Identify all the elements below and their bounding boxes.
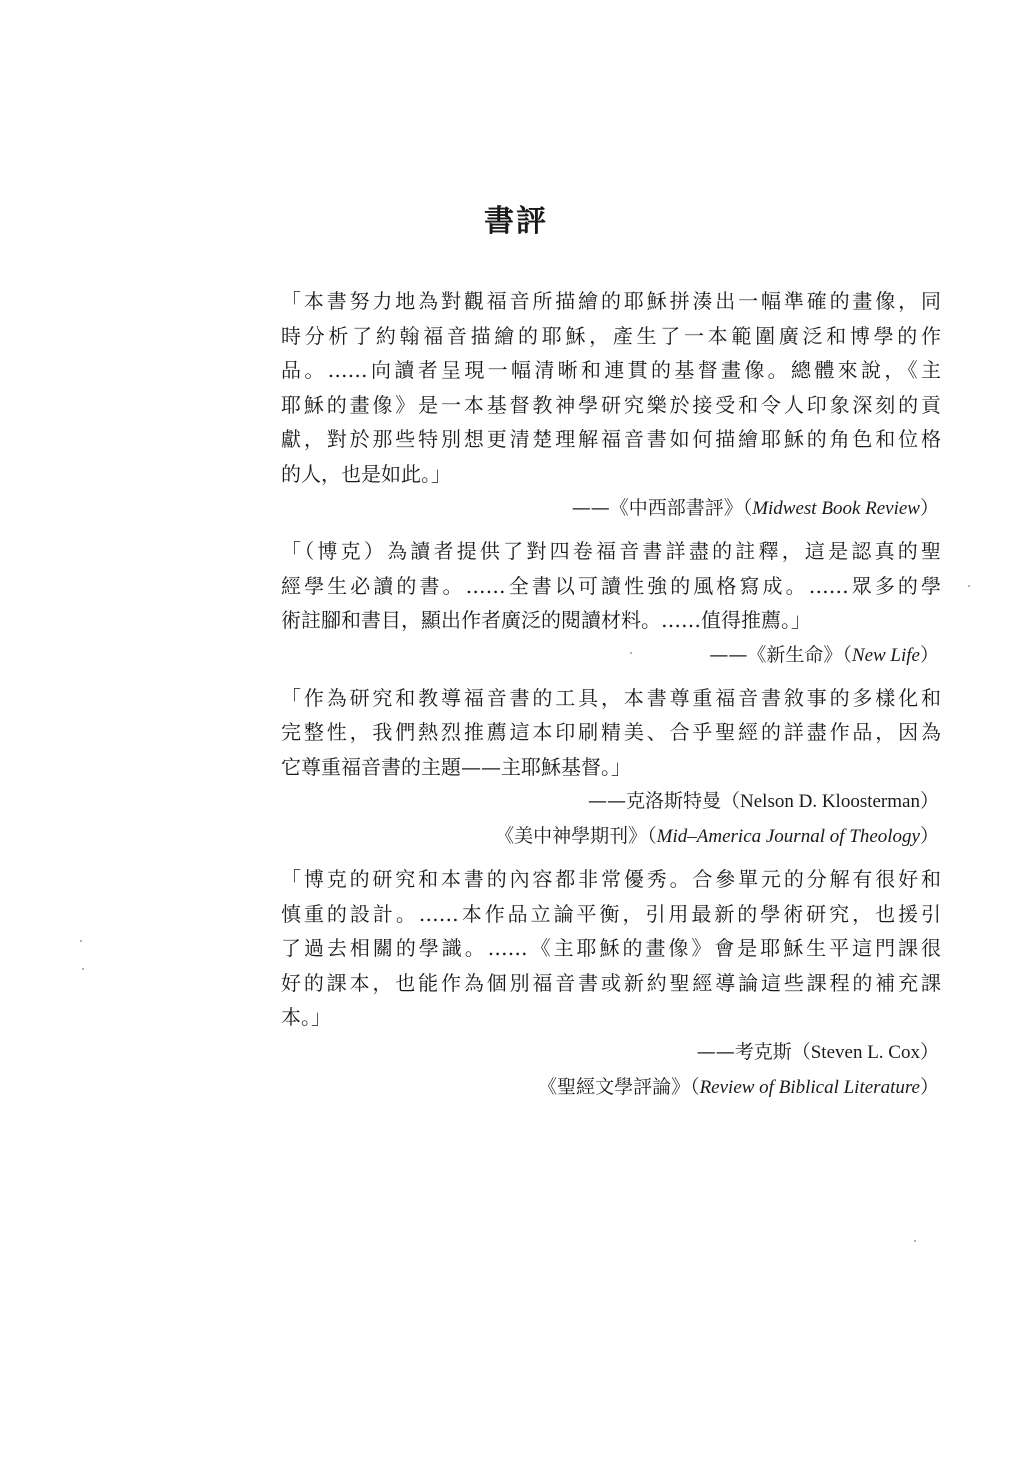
quote-line: 品。……向讀者呈現一幅清晰和連貫的基督畫像。總體來說，《主 bbox=[281, 358, 941, 382]
source-title-latin: Mid–America Journal of Theology bbox=[656, 826, 920, 847]
attribution-suffix: ） bbox=[919, 790, 939, 812]
reviews-section bbox=[281, 284, 941, 1105]
review-attribution-author bbox=[281, 784, 941, 819]
review-attribution-source bbox=[281, 819, 941, 854]
page-title: 書評 bbox=[484, 204, 548, 239]
quote-line: 本。」 bbox=[281, 1005, 331, 1029]
quote-line: 耶穌的畫像》是一本基督教神學研究樂於接受和令人印象深刻的貢 bbox=[281, 392, 941, 417]
review-4 bbox=[281, 862, 941, 1105]
review-2 bbox=[281, 534, 941, 673]
source-title-latin: Midwest Book Review bbox=[752, 498, 920, 519]
attribution-suffix: ） bbox=[919, 825, 939, 847]
review-quote bbox=[281, 284, 941, 491]
attribution-prefix: 《美中神學期刊》（ bbox=[495, 825, 657, 847]
author-name-latin: Steven L. Cox bbox=[810, 1041, 920, 1063]
review-quote bbox=[281, 862, 941, 1035]
quote-line: 了過去相關的學識。……《主耶穌的畫像》會是耶穌生平這門課很 bbox=[281, 936, 941, 960]
review-quote bbox=[281, 681, 941, 785]
attribution-suffix: ） bbox=[919, 1040, 939, 1063]
attribution-suffix: ） bbox=[919, 497, 939, 519]
quote-line: 術註腳和書目，顯出作者廣泛的閱讀材料。……值得推薦。」 bbox=[281, 608, 811, 632]
source-title-latin: Review of Biblical Literature bbox=[699, 1076, 920, 1098]
quote-line: 「作為研究和教導福音書的工具，本書尊重福音書敘事的多樣化和 bbox=[281, 685, 941, 710]
quote-line: 它尊重福音書的主題——主耶穌基督。」 bbox=[281, 754, 631, 779]
quote-line: 慎重的設計。……本作品立論平衡，引用最新的學術研究，也援引 bbox=[281, 901, 941, 926]
scan-speck bbox=[968, 585, 970, 587]
source-title-latin: New Life bbox=[851, 644, 920, 666]
review-1 bbox=[281, 284, 941, 526]
quote-line: 完整性，我們熱烈推薦這本印刷精美、合乎聖經的詳盡作品，因為 bbox=[281, 720, 941, 744]
quote-line: 經學生必讀的書。……全書以可讀性強的風格寫成。……眾多的學 bbox=[281, 573, 941, 598]
quote-line: 獻，對於那些特別想更清楚理解福音書如何描繪耶穌的角色和位格 bbox=[281, 427, 941, 451]
review-quote bbox=[281, 534, 941, 638]
quote-line: 「（博克）為讀者提供了對四卷福音書詳盡的註釋，這是認真的聖 bbox=[281, 539, 941, 563]
scan-speck bbox=[80, 940, 82, 942]
attribution-prefix: ——考克斯（ bbox=[696, 1040, 811, 1063]
quote-line: 「博克的研究和本書的內容都非常優秀。合參單元的分解有很好和 bbox=[281, 867, 941, 891]
attribution-suffix: ） bbox=[919, 643, 939, 666]
review-3 bbox=[281, 681, 941, 855]
quote-line: 好的課本，也能作為個別福音書或新約聖經導論這些課程的補充課 bbox=[281, 970, 941, 995]
attribution-prefix: ——《中西部書評》（ bbox=[571, 497, 753, 519]
review-attribution-source bbox=[281, 1070, 941, 1105]
quote-line: 時分析了約翰福音描繪的耶穌，產生了一本範圍廣泛和博學的作 bbox=[281, 323, 941, 348]
attribution-prefix: 《聖經文學評論》（ bbox=[538, 1075, 700, 1098]
author-name-latin: Nelson D. Kloosterman bbox=[740, 791, 920, 812]
attribution-prefix: ——克洛斯特曼（ bbox=[588, 790, 741, 812]
quote-line: 的人，也是如此。」 bbox=[281, 461, 451, 486]
scan-speck bbox=[630, 652, 632, 654]
attribution-prefix: ——《新生命》（ bbox=[709, 643, 852, 666]
scan-speck bbox=[914, 1240, 916, 1242]
attribution-suffix: ） bbox=[919, 1075, 939, 1098]
review-attribution bbox=[281, 491, 941, 526]
review-attribution bbox=[281, 638, 941, 673]
review-attribution-author bbox=[281, 1035, 941, 1070]
scan-speck bbox=[82, 968, 84, 970]
quote-line: 「本書努力地為對觀福音所描繪的耶穌拼湊出一幅準確的畫像，同 bbox=[281, 289, 941, 313]
